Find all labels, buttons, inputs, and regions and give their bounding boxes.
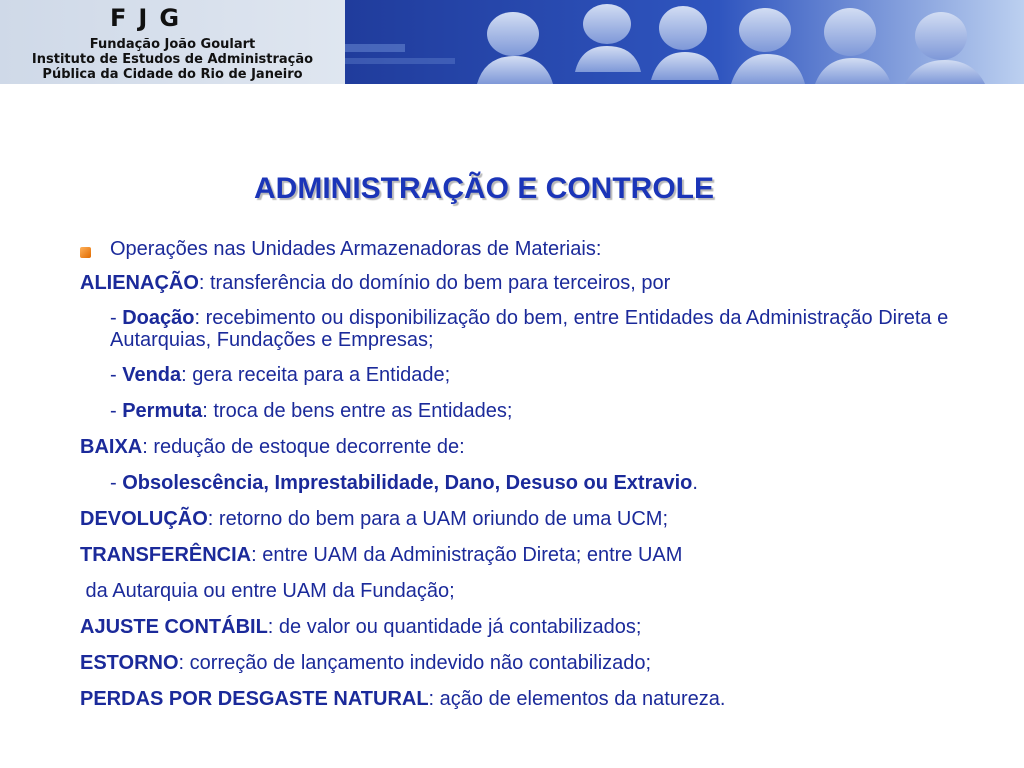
- logo-line-1: Fundação João Goulart: [89, 37, 256, 52]
- slide-title: ADMINISTRAÇÃO E CONTROLE: [254, 172, 714, 205]
- dash: -: [110, 364, 123, 386]
- definition: : redução de estoque decorrente de:: [142, 436, 465, 458]
- baixa-line: [80, 435, 980, 459]
- perdas-line: [80, 687, 980, 711]
- definition: : transferência do domínio do bem para terceiros, por: [198, 272, 671, 294]
- definition: : retorno do bem para a UAM oriundo de uma UCM;: [207, 508, 669, 530]
- intro-text: Operações nas Unidades Armazenadoras de Materiais:: [110, 238, 602, 260]
- dash: -: [110, 307, 123, 329]
- definition: .: [692, 472, 698, 494]
- term: Obsolescência, Imprestabilidade, Dano, Desuso ou Extravio: [122, 472, 693, 494]
- term: BAIXA: [80, 436, 143, 458]
- logo-line-2: Instituto de Estudos de Administração: [31, 52, 314, 67]
- header-banner: [0, 0, 1024, 86]
- definition: : entre UAM da Administração Direta; entre UAM: [251, 544, 683, 566]
- term: TRANSFERÊNCIA: [80, 544, 252, 566]
- banner-people-illustration: [345, 0, 1024, 86]
- devolucao-line: [80, 507, 980, 531]
- definition: : troca de bens entre as Entidades;: [202, 400, 513, 422]
- transferencia-continuation: da Autarquia ou entre UAM da Fundação;: [80, 580, 455, 602]
- estorno-line: [80, 651, 980, 675]
- term: Doação: [122, 307, 195, 329]
- logo-acronym: FJG: [110, 4, 192, 32]
- definition: : recebimento ou disponibilização do bem, entre Entidades da Administração Direta e Autarquias, Fundações e Empresas;: [110, 307, 949, 351]
- venda-line: [80, 363, 980, 387]
- transferencia-line: [80, 543, 980, 567]
- term: DEVOLUÇÃO: [80, 508, 208, 530]
- bullet-square-icon: [80, 247, 91, 258]
- definition: : ação de elementos da natureza.: [428, 688, 726, 710]
- definition: : correção de lançamento indevido não contabilizado;: [178, 652, 652, 674]
- term: PERDAS POR DESGASTE NATURAL: [80, 688, 429, 710]
- ajuste-line: [80, 615, 980, 639]
- baixa-causes-line: [80, 471, 980, 495]
- doacao-line: [80, 307, 960, 351]
- term: Permuta: [122, 400, 203, 422]
- fjg-logo: [0, 0, 345, 84]
- logo-line-3: Pública da Cidade do Rio de Janeiro: [42, 67, 303, 82]
- intro-bullet: [80, 237, 980, 261]
- dash: -: [110, 400, 123, 422]
- term: ALIENAÇÃO: [80, 272, 199, 294]
- dash: -: [110, 472, 123, 494]
- alienacao-line: [80, 271, 980, 295]
- term: ESTORNO: [80, 652, 179, 674]
- term: Venda: [122, 364, 182, 386]
- definition: : gera receita para a Entidade;: [181, 364, 451, 386]
- slide-body: [80, 237, 980, 711]
- term: AJUSTE CONTÁBIL: [80, 616, 268, 638]
- definition: : de valor ou quantidade já contabilizados;: [267, 616, 642, 638]
- permuta-line: [80, 399, 980, 423]
